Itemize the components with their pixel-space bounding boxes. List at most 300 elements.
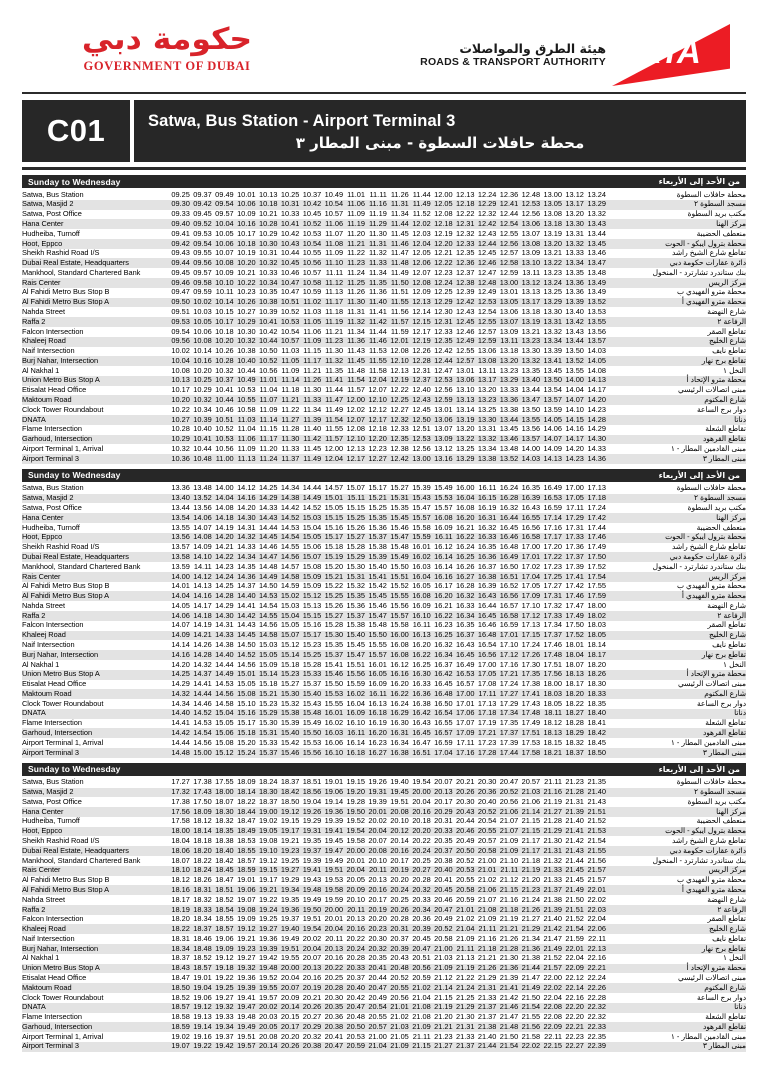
- departure-time: 19.23: [277, 846, 299, 856]
- departure-time: 14.31: [237, 522, 256, 532]
- departure-time: 20.49: [368, 992, 387, 1002]
- departure-time: 14.29: [215, 600, 234, 610]
- departure-time: 16.31: [387, 728, 409, 738]
- departure-time: 18.37: [190, 924, 212, 934]
- departure-time: 15.57: [365, 650, 387, 660]
- departure-time: 10.52: [256, 356, 278, 366]
- departure-time: 19.53: [324, 875, 344, 885]
- stop-name-arabic: مبنى القادمين المطار - ١: [670, 1031, 746, 1041]
- departure-time: 14.44: [190, 689, 212, 699]
- departure-time: 10.18: [234, 239, 256, 249]
- column-spacer: [606, 200, 628, 210]
- departure-time: 17.18: [474, 709, 496, 719]
- table-row: [22, 807, 746, 817]
- stop-name-arabic: شارع المكتوم: [628, 983, 746, 993]
- departure-time: 12.28: [409, 356, 431, 366]
- table-row: [22, 405, 746, 415]
- column-spacer: [606, 1003, 628, 1013]
- departure-time: 21.51: [562, 905, 584, 915]
- departure-time: 17.33: [562, 533, 584, 543]
- departure-time: 14.33: [587, 443, 606, 453]
- stop-name-arabic: مركز الهنا: [628, 513, 746, 523]
- departure-time: 16.45: [474, 611, 496, 621]
- departure-time: 10.52: [215, 424, 234, 434]
- stop-name-english: Flame Intersection: [22, 1012, 82, 1022]
- departure-time: 15.07: [346, 483, 366, 493]
- departure-time: 22.26: [584, 983, 606, 993]
- departure-time: 18.30: [587, 679, 606, 689]
- departure-time: 20.20: [409, 827, 431, 837]
- departure-time: 14.48: [168, 748, 190, 758]
- departure-time: 20.39: [409, 924, 431, 934]
- departure-time: 10.30: [256, 239, 278, 249]
- departure-time: 18.42: [215, 855, 234, 865]
- departure-time: 15.57: [434, 503, 453, 513]
- departure-time: 17.09: [518, 591, 540, 601]
- departure-time: 12.55: [455, 346, 475, 356]
- departure-time: 12.32: [455, 228, 475, 238]
- departure-time: 21.40: [477, 1031, 497, 1041]
- departure-time: 19.50: [343, 807, 365, 817]
- departure-time: 20.20: [368, 914, 387, 924]
- table-row: [22, 533, 746, 543]
- stop-name-arabic: شارع الخليج: [628, 631, 746, 641]
- departure-time: 09.49: [215, 189, 234, 199]
- departure-time: 21.03: [434, 953, 453, 963]
- departure-time: 13.23: [499, 365, 519, 375]
- departure-time: 13.54: [168, 513, 190, 523]
- departure-time: 20.08: [258, 1031, 278, 1041]
- departure-time: 20.53: [453, 866, 475, 876]
- departure-time: 16.18: [343, 748, 365, 758]
- stop-name-arabic: مركز الريس: [628, 866, 746, 876]
- column-spacer: [606, 288, 628, 298]
- departure-time: 16.36: [409, 689, 431, 699]
- departure-time: 12.44: [431, 356, 453, 366]
- departure-time: 16.20: [412, 639, 431, 649]
- departure-time: 20.30: [455, 796, 475, 806]
- departure-time: 11.06: [343, 200, 365, 210]
- column-spacer: [606, 562, 628, 572]
- departure-time: 13.54: [543, 385, 563, 395]
- departure-time: 13.06: [518, 219, 540, 229]
- departure-time: 12.05: [412, 248, 431, 258]
- stop-name-arabic: مسجد السطوة ٢: [628, 788, 746, 798]
- departure-time: 11.44: [412, 189, 431, 199]
- stop-name-arabic: دناتا: [628, 709, 746, 719]
- departure-time: 12.03: [412, 228, 431, 238]
- departure-time: 15.09: [299, 572, 321, 582]
- departure-time: 19.02: [258, 816, 278, 826]
- departure-time: 15.30: [346, 561, 366, 571]
- departure-time: 13.42: [562, 317, 584, 327]
- departure-time: 16.43: [474, 591, 496, 601]
- stop-name-english: Garhoud, Intersection: [22, 728, 168, 738]
- stop-name-arabic: تقاطع الصقر: [707, 620, 746, 630]
- departure-time: 10.28: [256, 219, 278, 229]
- departure-time: 19.31: [365, 788, 387, 798]
- section-header: [22, 469, 746, 482]
- departure-time: 13.31: [477, 424, 497, 434]
- departure-time: 17.55: [215, 777, 234, 787]
- departure-time: 21.09: [496, 846, 518, 856]
- departure-time: 15.27: [280, 679, 300, 689]
- table-row: [22, 513, 746, 523]
- table-row: [22, 680, 746, 690]
- stop-name-arabic: محطة مترو الإتحاد أ: [628, 376, 746, 386]
- departure-time: 16.10: [346, 718, 366, 728]
- departure-time: 09.41: [171, 228, 190, 238]
- departure-time: 16.10: [321, 748, 343, 758]
- departure-time: 12.09: [412, 287, 431, 297]
- departure-time: 18.19: [168, 905, 190, 915]
- departure-time: 11.56: [390, 306, 409, 316]
- stop-name-arabic: مركز الهنا: [628, 219, 746, 229]
- departure-time: 12.02: [346, 404, 366, 414]
- table-row: [22, 356, 746, 366]
- departure-time: 22.35: [587, 1031, 606, 1041]
- departure-time: 14.00: [521, 443, 541, 453]
- departure-time: 14.54: [258, 600, 278, 610]
- departure-time: 16.01: [368, 659, 387, 669]
- departure-time: 16.20: [453, 513, 475, 523]
- departure-time: 15.04: [277, 611, 299, 621]
- column-spacer: [606, 631, 628, 641]
- departure-time: 20.15: [280, 1012, 300, 1022]
- departure-time: 13.38: [499, 404, 519, 414]
- table-row: [22, 640, 746, 650]
- departure-time: 12.37: [409, 376, 431, 386]
- departure-time: 21.27: [521, 914, 541, 924]
- departure-time: 22.00: [543, 972, 563, 982]
- departure-time: 19.27: [215, 992, 234, 1002]
- departure-time: 18.55: [234, 846, 256, 856]
- departure-time: 17.41: [562, 572, 584, 582]
- departure-time: 13.24: [540, 278, 562, 288]
- departure-time: 18.22: [193, 855, 212, 865]
- stop-name-english: Clock Tower Roundabout: [22, 404, 104, 414]
- departure-time: 12.49: [477, 287, 497, 297]
- column-spacer: [606, 817, 628, 827]
- rta-english-name: ROADS & TRANSPORT AUTHORITY: [420, 56, 606, 69]
- departure-time: 10.13: [258, 189, 278, 199]
- table-row: [22, 582, 746, 592]
- departure-time: 18.37: [280, 777, 300, 787]
- departure-time: 14.08: [587, 365, 606, 375]
- departure-time: 19.37: [299, 846, 321, 856]
- departure-time: 13.52: [190, 494, 212, 504]
- departure-time: 19.01: [237, 875, 256, 885]
- departure-time: 10.20: [193, 365, 212, 375]
- departure-time: 19.54: [299, 924, 321, 934]
- departure-time: 20.59: [412, 972, 431, 982]
- departure-time: 10.29: [234, 317, 256, 327]
- stop-name-english: Al Nakhal 1: [22, 953, 60, 963]
- departure-time: 21.40: [543, 914, 563, 924]
- stop-name-english: Khaleej Road: [22, 337, 168, 347]
- departure-time: 13.33: [499, 385, 519, 395]
- departure-time: 10.14: [212, 298, 234, 308]
- stop-name-english: Hoot, Eppco: [22, 239, 168, 249]
- departure-time: 15.49: [387, 552, 409, 562]
- departure-time: 10.22: [234, 278, 256, 288]
- departure-time: 16.11: [431, 533, 453, 543]
- departure-time: 17.19: [477, 718, 497, 728]
- stop-name-english: Etisalat Head Office: [22, 385, 87, 395]
- column-spacer: [606, 395, 628, 405]
- departure-time: 17.37: [496, 728, 518, 738]
- departure-time: 15.41: [324, 659, 344, 669]
- departure-time: 20.24: [387, 885, 409, 895]
- departure-time: 15.36: [368, 522, 387, 532]
- departure-time: 14.44: [171, 737, 190, 747]
- stop-name-english: Burj Nahar, Intersection: [22, 650, 168, 660]
- departure-time: 20.29: [431, 807, 453, 817]
- column-spacer: [606, 582, 628, 592]
- departure-time: 11.27: [277, 415, 299, 425]
- departure-time: 13.43: [584, 219, 606, 229]
- departure-time: 20.11: [343, 905, 365, 915]
- table-row: [22, 788, 746, 798]
- rta-triangle-icon: [612, 24, 730, 86]
- departure-time: 14.34: [234, 552, 256, 562]
- departure-time: 17.07: [455, 718, 475, 728]
- departure-time: 21.37: [540, 885, 562, 895]
- departure-time: 14.11: [193, 561, 212, 571]
- column-spacer: [606, 386, 628, 396]
- departure-time: 14.32: [193, 659, 212, 669]
- departure-time: 15.26: [346, 522, 366, 532]
- departure-time: 20.14: [390, 836, 409, 846]
- departure-time: 16.14: [346, 737, 366, 747]
- departure-time: 11.30: [368, 228, 387, 238]
- departure-time: 13.23: [543, 267, 563, 277]
- departure-time: 16.13: [368, 698, 387, 708]
- departure-time: 11.41: [321, 376, 343, 386]
- stop-name-arabic: مبنى اتصالات الرئيسي: [677, 972, 746, 982]
- departure-time: 19.39: [234, 983, 256, 993]
- departure-time: 12.59: [474, 337, 496, 347]
- departure-time: 11.19: [343, 219, 365, 229]
- departure-time: 21.30: [455, 1012, 475, 1022]
- departure-time: 12.08: [390, 346, 409, 356]
- departure-time: 11.21: [277, 395, 299, 405]
- departure-time: 15.50: [365, 631, 387, 641]
- departure-time: 19.36: [321, 807, 343, 817]
- departure-time: 16.32: [434, 639, 453, 649]
- departure-time: 12.13: [390, 365, 409, 375]
- departure-time: 19.15: [280, 816, 300, 826]
- departure-time: 13.11: [478, 365, 497, 375]
- stop-name-english: Garhoud, Intersection: [22, 1022, 168, 1032]
- departure-time: 13.30: [474, 415, 496, 425]
- departure-time: 21.11: [453, 944, 475, 954]
- departure-time: 11.23: [343, 258, 365, 268]
- table-row: [22, 327, 746, 337]
- departure-time: 19.59: [324, 894, 344, 904]
- departure-time: 14.05: [584, 356, 606, 366]
- departure-time: 12.46: [474, 258, 496, 268]
- departure-time: 16.36: [474, 552, 496, 562]
- departure-time: 15.31: [256, 728, 278, 738]
- table-row: [22, 494, 746, 504]
- departure-time: 22.13: [584, 944, 606, 954]
- stop-name-english: Hudheiba, Turnoff: [22, 522, 80, 532]
- departure-time: 17.15: [518, 631, 540, 641]
- departure-time: 15.21: [321, 572, 343, 582]
- departure-time: 18.30: [212, 807, 234, 817]
- departure-time: 12.07: [343, 415, 365, 425]
- departure-time: 20.07: [434, 777, 453, 787]
- departure-time: 11.33: [281, 443, 300, 453]
- departure-time: 14.35: [237, 561, 256, 571]
- departure-time: 11.24: [256, 454, 278, 464]
- departure-time: 18.03: [540, 689, 562, 699]
- departure-time: 19.05: [256, 827, 278, 837]
- departure-time: 15.12: [212, 748, 234, 758]
- departure-time: 18.17: [171, 894, 190, 904]
- stop-name-english: Mankhool, Standard Chartered Bank: [22, 561, 141, 571]
- departure-time: 11.34: [368, 267, 387, 277]
- departure-time: 21.14: [431, 983, 453, 993]
- departure-time: 20.09: [343, 885, 365, 895]
- departure-time: 18.33: [190, 905, 212, 915]
- departure-time: 13.11: [522, 267, 541, 277]
- departure-time: 20.13: [299, 964, 321, 974]
- departure-time: 19.57: [234, 1042, 256, 1052]
- departure-time: 11.22: [281, 404, 300, 414]
- departure-time: 14.07: [171, 620, 190, 630]
- departure-time: 09.40: [168, 219, 190, 229]
- departure-time: 14.25: [168, 670, 190, 680]
- departure-time: 19.37: [280, 914, 300, 924]
- departure-time: 17.32: [168, 788, 190, 798]
- departure-time: 11.10: [321, 258, 343, 268]
- departure-time: 19.29: [302, 816, 322, 826]
- departure-time: 14.29: [171, 679, 190, 689]
- departure-time: 15.40: [277, 728, 299, 738]
- column-spacer: [606, 621, 628, 631]
- stop-name-english: Hana Center: [22, 219, 168, 229]
- departure-time: 18.26: [584, 670, 606, 680]
- departure-time: 17.39: [565, 561, 584, 571]
- departure-time: 15.41: [365, 572, 387, 582]
- departure-time: 13.09: [431, 435, 453, 445]
- column-spacer: [606, 347, 628, 357]
- stop-name-arabic: منعطف الحضيبة: [696, 522, 746, 532]
- departure-time: 20.51: [412, 953, 431, 963]
- stop-name-english: Satwa, Bus Station: [22, 189, 84, 199]
- departure-time: 14.20: [171, 659, 190, 669]
- departure-time: 19.32: [212, 1003, 234, 1013]
- stop-name-arabic: تقاطع الصقر: [707, 326, 746, 336]
- stop-name-english: Al Fahidi Metro Bus Stop B: [22, 875, 110, 885]
- departure-time: 20.33: [431, 827, 453, 837]
- table-row: [22, 503, 746, 513]
- departure-time: 14.16: [565, 424, 584, 434]
- departure-time: 20.35: [321, 1003, 343, 1013]
- departure-time: 18.04: [171, 836, 190, 846]
- departure-time: 13.52: [496, 454, 518, 464]
- departure-time: 16.18: [365, 709, 387, 719]
- departure-time: 20.46: [453, 827, 475, 837]
- departure-time: 16.14: [431, 552, 453, 562]
- departure-time: 22.02: [587, 894, 606, 904]
- departure-time: 18.42: [584, 728, 606, 738]
- departure-time: 14.30: [234, 513, 256, 523]
- departure-time: 14.36: [584, 454, 606, 464]
- departure-time: 20.28: [346, 953, 366, 963]
- timetable: [22, 190, 746, 464]
- departure-time: 19.02: [171, 1031, 190, 1041]
- departure-time: 14.41: [237, 600, 256, 610]
- departure-time: 16.38: [387, 748, 409, 758]
- departure-time: 17.51: [543, 659, 563, 669]
- departure-time: 22.09: [562, 964, 584, 974]
- departure-time: 21.37: [477, 1012, 497, 1022]
- departure-time: 18.01: [565, 639, 584, 649]
- departure-time: 20.08: [387, 807, 409, 817]
- departure-time: 20.02: [256, 1003, 278, 1013]
- departure-time: 16.34: [431, 650, 453, 660]
- departure-time: 12.41: [496, 200, 518, 210]
- departure-time: 19.12: [234, 924, 256, 934]
- departure-time: 12.24: [431, 278, 453, 288]
- stop-name-arabic: الرفاعة ٢: [628, 611, 746, 621]
- departure-time: 12.50: [409, 415, 431, 425]
- stop-name-english: Falcon Intersection: [22, 620, 84, 630]
- departure-time: 20.52: [390, 972, 409, 982]
- departure-time: 17.13: [521, 620, 541, 630]
- departure-time: 12.08: [346, 424, 366, 434]
- departure-time: 17.21: [474, 728, 496, 738]
- departure-time: 11.24: [347, 267, 366, 277]
- departure-time: 19.15: [346, 777, 366, 787]
- departure-time: 16.42: [409, 709, 431, 719]
- departure-time: 09.30: [168, 200, 190, 210]
- departure-time: 10.27: [237, 306, 256, 316]
- stop-name-english: Satwa, Bus Station: [22, 777, 84, 787]
- departure-time: 15.16: [324, 522, 344, 532]
- departure-time: 10.47: [277, 278, 299, 288]
- departure-time: 14.10: [565, 404, 584, 414]
- column-spacer: [606, 856, 628, 866]
- departure-time: 16.33: [474, 533, 496, 543]
- departure-time: 12.14: [412, 306, 431, 316]
- departure-time: 10.37: [302, 189, 322, 199]
- departure-time: 16.32: [453, 591, 475, 601]
- departure-time: 15.06: [302, 542, 322, 552]
- departure-time: 17.01: [455, 698, 475, 708]
- departure-time: 16.39: [518, 494, 540, 504]
- departure-time: 12.39: [455, 287, 475, 297]
- departure-time: 11.09: [281, 365, 300, 375]
- departure-time: 16.22: [453, 533, 475, 543]
- departure-time: 20.40: [477, 796, 497, 806]
- table-row: [22, 738, 746, 748]
- departure-time: 10.21: [258, 209, 278, 219]
- departure-time: 17.49: [587, 542, 606, 552]
- departure-time: 21.49: [562, 885, 584, 895]
- departure-time: 12.20: [431, 239, 453, 249]
- table-row: [22, 993, 746, 1003]
- departure-time: 12.43: [409, 395, 431, 405]
- departure-time: 15.20: [324, 561, 344, 571]
- departure-time: 17.27: [171, 777, 190, 787]
- departure-time: 10.59: [302, 287, 322, 297]
- stop-name-english: Al Fahidi Metro Bus Stop A: [22, 591, 168, 601]
- stop-name-arabic: تقاطع برج نهار: [628, 944, 746, 954]
